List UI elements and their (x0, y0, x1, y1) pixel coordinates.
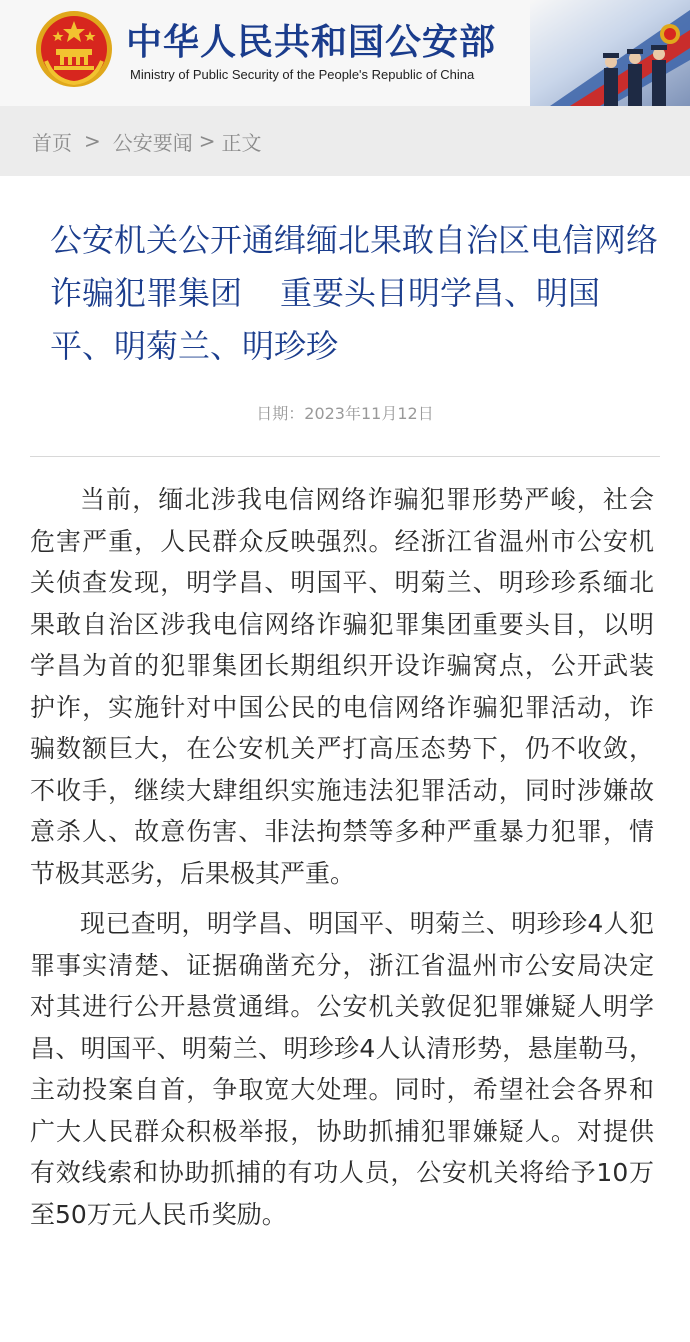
breadcrumb-current: 正文 (221, 130, 262, 155)
article-paragraph: 现已查明，明学昌、明国平、明菊兰、明珍珍4人犯罪事实清楚、证据确凿充分，浙江省温州市公安局决定对其进行公开悬赏通缉。公安机关敦促犯罪嫌疑人明学昌、明国平、明菊兰、明珍珍4人认清形势，悬崖勒马，主动投案自首，争取宽大处理。同时，希望社会各界和广大人民群众积极举报，协助抓捕犯罪嫌疑人。对提供有效线索和协助抓捕的有功人员，公安机关将给予10万至50万元人民币奖励。 (30, 909, 654, 1229)
national-emblem-icon[interactable] (34, 9, 114, 89)
breadcrumb-section-link[interactable]: 公安要闻 (112, 130, 193, 155)
site-header (0, 0, 690, 106)
article-paragraph: 当前，缅北涉我电信网络诈骗犯罪形势严峻，社会危害严重，人民群众反映强烈。经浙江省温州市公安机关侦查发现，明学昌、明国平、明菊兰、明珍珍系缅北果敢自治区涉我电信网络诈骗犯罪集团重要头目，以明学昌为首的犯罪集团长期组织开设诈骗窝点，公开武装护诈，实施针对中国公民的电信网络诈骗犯罪活动，诈骗数额巨大，在公安机关严打高压态势下，仍不收敛，不收手，继续大肆组织实施违法犯罪活动，同时涉嫌故意杀人、故意伤害、非法拘禁等多种严重暴力犯罪，情节极其恶劣，后果极其严重。 (30, 485, 654, 888)
article-body (30, 479, 654, 1235)
police-honor-guard-image (530, 0, 690, 106)
breadcrumb-separator: > (198, 129, 216, 153)
site-title[interactable]: 中华人民共和国公安部 (126, 22, 497, 63)
breadcrumb (0, 106, 690, 176)
publish-date: 日期：2023年11月12日 (256, 404, 434, 423)
article-title (50, 214, 658, 373)
article-title-part1: 公安机关公开通缉缅北果敢自治区电信网络诈骗犯罪集团 (50, 221, 659, 312)
breadcrumb-home-link[interactable]: 首页 (32, 130, 72, 155)
divider (30, 456, 660, 457)
site-subtitle: Ministry of Public Security of the People's Republic of China (130, 67, 475, 82)
article-title-part2: 重要头目明学昌、明国平、明菊兰、明珍珍 (50, 274, 601, 365)
breadcrumb-separator: > (84, 129, 101, 153)
